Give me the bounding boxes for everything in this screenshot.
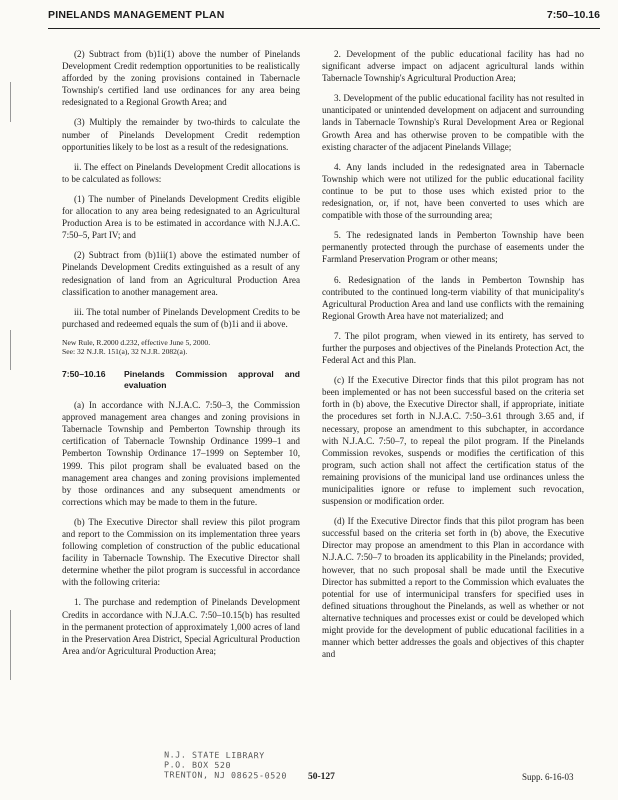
stamp-line: N.J. STATE LIBRARY — [164, 749, 265, 761]
paragraph: 2. Development of the public educational facility has had no significant adverse impact on adjacent agricultural lands within Tabernacle Township's Agricultural Production Area; — [322, 49, 584, 84]
history-note-rule: New Rule, R.2000 d.232, effective June 5, 2000. — [62, 337, 211, 347]
paragraph: (d) If the Executive Director finds that this pilot program has been successful based on the criteria set forth in (b) above, the Executive Director may propose an amendment to this Plan in accordance with N.J.A.C. 7:50–7 to broaden its applicability in the Pinelands; provided, however, that no such proposal shall be made until the Executive Director has submitted a report to the Commission which evaluates the potential for use of intermunicipal transfers for specified uses in defined situations throughout the Pinelands, as well as whether or not alternative techniques and processes exist or could be developed which might provide for the development of public educational facilities in a manner which better addresses the goals and objectives of this chapter and — [322, 516, 584, 660]
paragraph: 3. Development of the public educational facility has not resulted in unanticipated or unintended development on adjacent and surrounding lands in Tabernacle Township's Rural Development Area or Regional Growth Area and has otherwise proven to be compatible with the existing character of the adjacent Pinelands Village; — [322, 93, 584, 152]
running-header — [48, 0, 600, 29]
header-title: PINELANDS MANAGEMENT PLAN — [48, 9, 225, 21]
paragraph: (c) If the Executive Director finds that this pilot program has not been implemented or has not been successful based on the criteria set forth in (b) above, the Executive Director shall, if appropriate, initiate the procedures set forth in N.J.A.C. 7:50–3.61 through 3.65 and, if necessary, propose an amendment to this subchapter, in accordance with N.J.A.C. 7:50–7, to repeal the pilot program. If the Pinelands Commission revokes, suspends or modifies the certification of this program, such action shall not affect the certification status of the remaining provisions of the municipal land use ordinances unless the municipalities ignore or refuse to implement such revocation, suspension or modification order. — [322, 375, 584, 507]
scan-margin-mark — [10, 610, 11, 680]
section-title: Pinelands Commission approval and evaluation — [124, 369, 300, 391]
paragraph: (2) Subtract from (b)1ii(1) above the estimated number of Pinelands Development Credits extinguished as a result of any redesignation of land from an Agricultural Production Area classification to another management area. — [62, 250, 300, 297]
supplement-date: Supp. 6-16-03 — [522, 772, 574, 782]
section-heading — [62, 369, 300, 391]
section-number: 7:50–10.16 — [62, 369, 106, 380]
paragraph: 4. Any lands included in the redesignated area in Tabernacle Township which were not utilized for the public educational facility continue to be put to those uses which existed prior to the redesignation, or, if not, have been converted to uses which are compatible with those of the surrounding area; — [322, 161, 584, 221]
left-column — [62, 48, 300, 665]
paragraph: (1) The number of Pinelands Development Credits eligible for allocation to any area being redesignated to an Agricultural Production Area is to be estimated in accordance with N.J.A.C. 7:50–5, Part IV; and — [62, 193, 300, 241]
page-number: 50-127 — [308, 772, 335, 782]
paragraph: 6. Redesignation of the lands in Pemberton Township has contributed to the continued long-term viability of that municipality's Agricultural Production Area and land use conflicts with the remaining Regional Growth Area have not materialized; and — [322, 274, 584, 321]
right-column — [322, 48, 584, 668]
history-note — [62, 338, 300, 357]
paragraph: 7. The pilot program, when viewed in its entirety, has served to further the purposes and objectives of the Pinelands Protection Act, the Federal Act and this Plan. — [322, 330, 584, 366]
scan-margin-mark — [10, 330, 11, 370]
paragraph: (a) In accordance with N.J.A.C. 7:50–3, the Commission approved management area changes and zoning provisions in Tabernacle Township and Pemberton Township through its certification of Tabernacle Township Ordinance 1999–1 and Pemberton Township Ordinance 17–1999 on September 10, 1999. This pilot program shall be evaluated based on the management area changes and zoning provisions implemented by those ordinances and any subsequent amendments or corrections which may be made to them in the future. — [62, 400, 300, 507]
paragraph: ii. The effect on Pinelands Development Credit allocations is to be calculated as follows: — [62, 161, 300, 184]
history-note-citation: See: 32 N.J.R. 151(a), 32 N.J.R. 2082(a). — [62, 347, 188, 357]
stamp-line: TRENTON, NJ 08625-0520 — [163, 769, 288, 781]
paragraph: iii. The total number of Pinelands Development Credits to be purchased and redeemed equals the sum of (b)1i and ii above. — [62, 306, 300, 329]
paragraph: 1. The purchase and redemption of Pinelands Development Credits in accordance with N.J.A.C. 7:50–10.15(b) has resulted in the permanent protection of approximately 1,000 acres of land in the Preservation Area District, Special Agricultural Production Area and/or Agricultural Production Area; — [62, 597, 300, 656]
paragraph: (b) The Executive Director shall review this pilot program and report to the Commission on its implementation three years following completion of construction of the public educational facility in Tabernacle Township. The Executive Director shall determine whether the pilot program is successful in accordance with the following criteria: — [62, 516, 300, 588]
header-section-number: 7:50–10.16 — [546, 9, 600, 21]
paragraph: (3) Multiply the remainder by two-thirds to calculate the number of Pinelands Development Credit redemption opportunities likely to be lost as a result of the redesignations. — [62, 117, 300, 152]
library-stamp — [164, 749, 287, 780]
paragraph: (2) Subtract from (b)1i(1) above the number of Pinelands Development Credit redemption opportunities to be realistically afforded by the zoning provisions contained in Tabernacle Township's certified land use ordinances for any area being redesignated to a Regional Growth Area; and — [62, 49, 300, 108]
stamp-line: P.O. BOX 520 — [163, 759, 232, 771]
paragraph: 5. The redesignated lands in Pemberton Township have been permanently protected through the purchase of easements under the Farmland Preservation Program or other means; — [322, 230, 584, 265]
scan-margin-mark — [10, 82, 11, 122]
